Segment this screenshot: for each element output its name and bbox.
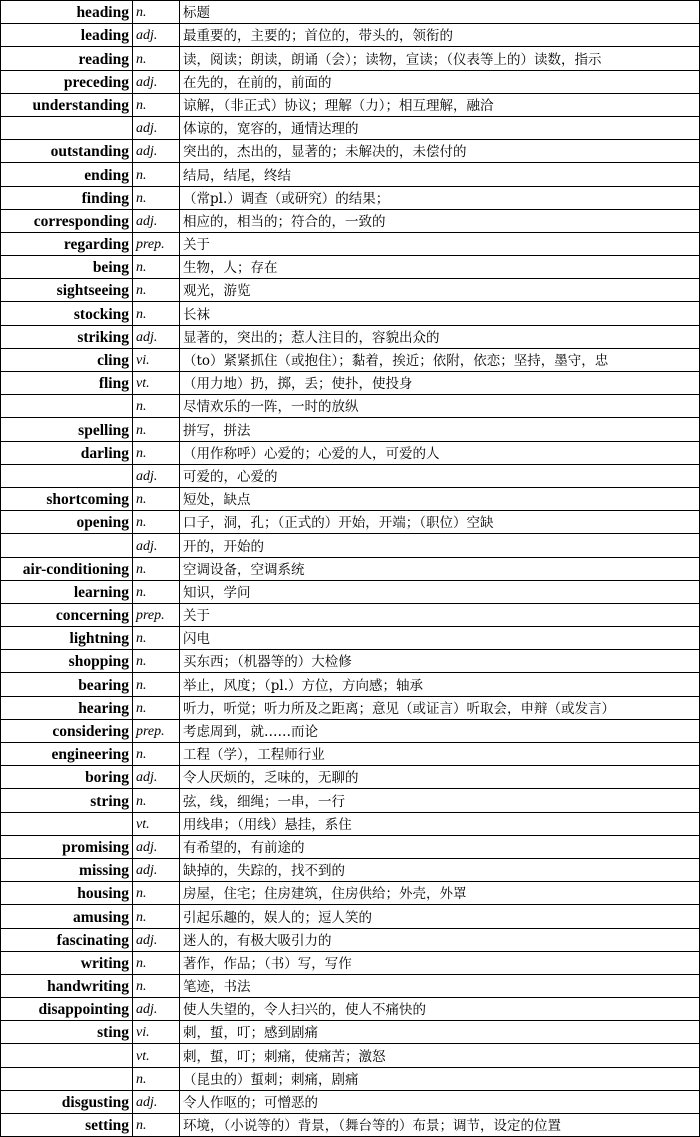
part-of-speech-cell: n. (133, 511, 180, 534)
table-row (1, 372, 700, 395)
definition-cell: 标题 (180, 1, 700, 24)
table-row (1, 395, 700, 418)
table-row (1, 279, 700, 302)
definition-cell: （常pl.）调查（或研究）的结果； (180, 186, 700, 209)
table-row (1, 603, 700, 626)
table-row (1, 812, 700, 835)
definition-cell: 口子，洞，孔；（正式的）开始，开端；（职位）空缺 (180, 511, 700, 534)
part-of-speech-cell: adj. (133, 464, 180, 487)
table-row (1, 1021, 700, 1044)
table-row (1, 1, 700, 24)
table-row (1, 557, 700, 580)
word-cell (1, 464, 133, 487)
table-row (1, 24, 700, 47)
definition-cell: 相应的，相当的；符合的，一致的 (180, 209, 700, 232)
table-row (1, 209, 700, 232)
word-cell (1, 812, 133, 835)
definition-cell: 观光，游览 (180, 279, 700, 302)
part-of-speech-cell: n. (133, 163, 180, 186)
table-row (1, 47, 700, 70)
part-of-speech-cell: n. (133, 1, 180, 24)
word-cell: sting (1, 1021, 133, 1044)
definition-cell: （用力地）扔，掷，丢；使扑，使投身 (180, 372, 700, 395)
definition-cell: 显著的，突出的；惹人注目的，容貌出众的 (180, 325, 700, 348)
definition-cell: 弦，线，细绳；一串，一行 (180, 789, 700, 812)
table-row (1, 348, 700, 371)
part-of-speech-cell: n. (133, 627, 180, 650)
part-of-speech-cell: n. (133, 882, 180, 905)
table-row (1, 1090, 700, 1113)
word-cell: amusing (1, 905, 133, 928)
definition-cell: 引起乐趣的，娱人的；逗人笑的 (180, 905, 700, 928)
part-of-speech-cell: adj. (133, 835, 180, 858)
definition-cell: 听力，听觉；听力所及之距离；意见（或证言）听取会，申辩（或发言） (180, 696, 700, 719)
word-cell: spelling (1, 418, 133, 441)
part-of-speech-cell: prep. (133, 232, 180, 255)
table-row (1, 418, 700, 441)
table-row (1, 186, 700, 209)
definition-cell: 开的，开始的 (180, 534, 700, 557)
definition-cell: 可爱的，心爱的 (180, 464, 700, 487)
word-cell: understanding (1, 93, 133, 116)
table-row (1, 696, 700, 719)
table-row (1, 511, 700, 534)
definition-cell: 生物，人；存在 (180, 256, 700, 279)
table-row (1, 1044, 700, 1067)
table-row (1, 882, 700, 905)
word-cell: lightning (1, 627, 133, 650)
definition-cell: 突出的，杰出的，显著的；未解决的，未偿付的 (180, 140, 700, 163)
table-row (1, 928, 700, 951)
word-cell: cling (1, 348, 133, 371)
part-of-speech-cell: n. (133, 557, 180, 580)
table-row (1, 789, 700, 812)
part-of-speech-cell: n. (133, 905, 180, 928)
part-of-speech-cell: n. (133, 673, 180, 696)
word-cell: heading (1, 1, 133, 24)
definition-cell: 结局，结尾，终结 (180, 163, 700, 186)
table-row (1, 974, 700, 997)
word-cell: housing (1, 882, 133, 905)
table-row (1, 998, 700, 1021)
part-of-speech-cell: n. (133, 743, 180, 766)
definition-cell: （用作称呼）心爱的；心爱的人，可爱的人 (180, 441, 700, 464)
table-row (1, 1067, 700, 1090)
word-cell: leading (1, 24, 133, 47)
part-of-speech-cell: adj. (133, 116, 180, 139)
word-cell: learning (1, 580, 133, 603)
definition-cell: 体谅的，宽容的，通情达理的 (180, 116, 700, 139)
definition-cell: 最重要的，主要的；首位的，带头的，领衔的 (180, 24, 700, 47)
word-cell: writing (1, 951, 133, 974)
part-of-speech-cell: n. (133, 93, 180, 116)
table-row (1, 719, 700, 742)
definition-cell: 令人作呕的；可憎恶的 (180, 1090, 700, 1113)
part-of-speech-cell: vi. (133, 348, 180, 371)
word-cell: ending (1, 163, 133, 186)
definition-cell: 刺，蜇，叮；感到剧痛 (180, 1021, 700, 1044)
word-cell: disgusting (1, 1090, 133, 1113)
definition-cell: 刺，蜇，叮；刺痛，使痛苦；激怒 (180, 1044, 700, 1067)
part-of-speech-cell: n. (133, 302, 180, 325)
definition-cell: 房屋，住宅；住房建筑，住房供给；外壳，外罩 (180, 882, 700, 905)
table-row (1, 951, 700, 974)
word-cell: string (1, 789, 133, 812)
word-cell: being (1, 256, 133, 279)
definition-cell: 知识，学问 (180, 580, 700, 603)
word-cell: outstanding (1, 140, 133, 163)
table-row (1, 302, 700, 325)
part-of-speech-cell: vt. (133, 1044, 180, 1067)
word-cell: reading (1, 47, 133, 70)
table-row (1, 70, 700, 93)
definition-cell: 闪电 (180, 627, 700, 650)
table-row (1, 534, 700, 557)
word-cell: engineering (1, 743, 133, 766)
table-row (1, 673, 700, 696)
word-cell: handwriting (1, 974, 133, 997)
word-cell: shortcoming (1, 487, 133, 510)
table-row (1, 1114, 700, 1137)
part-of-speech-cell: n. (133, 951, 180, 974)
word-cell: sightseeing (1, 279, 133, 302)
word-cell: striking (1, 325, 133, 348)
part-of-speech-cell: n. (133, 395, 180, 418)
word-cell: preceding (1, 70, 133, 93)
word-cell (1, 1067, 133, 1090)
definition-cell: （昆虫的）蜇刺；刺痛，剧痛 (180, 1067, 700, 1090)
word-cell: bearing (1, 673, 133, 696)
table-row (1, 835, 700, 858)
part-of-speech-cell: adj. (133, 24, 180, 47)
word-cell (1, 534, 133, 557)
definition-cell: 拼写，拼法 (180, 418, 700, 441)
table-row (1, 93, 700, 116)
word-cell: boring (1, 766, 133, 789)
word-cell: considering (1, 719, 133, 742)
definition-cell: 缺掉的，失踪的，找不到的 (180, 858, 700, 881)
part-of-speech-cell: n. (133, 256, 180, 279)
part-of-speech-cell: adj. (133, 928, 180, 951)
table-row (1, 116, 700, 139)
definition-cell: 读，阅读；朗读，朗诵（会）；读物，宣读；（仪表等上的）读数，指示 (180, 47, 700, 70)
table-row (1, 766, 700, 789)
table-row (1, 464, 700, 487)
part-of-speech-cell: adj. (133, 140, 180, 163)
word-cell: regarding (1, 232, 133, 255)
definition-cell: 买东西；（机器等的）大检修 (180, 650, 700, 673)
table-row (1, 256, 700, 279)
part-of-speech-cell: adj. (133, 325, 180, 348)
definition-cell: 笔迹，书法 (180, 974, 700, 997)
part-of-speech-cell: n. (133, 279, 180, 302)
definition-cell: 长袜 (180, 302, 700, 325)
part-of-speech-cell: vt. (133, 372, 180, 395)
table-row (1, 627, 700, 650)
word-cell: corresponding (1, 209, 133, 232)
part-of-speech-cell: n. (133, 441, 180, 464)
table-row (1, 325, 700, 348)
part-of-speech-cell: n. (133, 696, 180, 719)
definition-cell: 令人厌烦的，乏味的，无聊的 (180, 766, 700, 789)
table-row (1, 905, 700, 928)
word-cell: concerning (1, 603, 133, 626)
part-of-speech-cell: n. (133, 789, 180, 812)
word-cell: setting (1, 1114, 133, 1137)
word-cell (1, 1044, 133, 1067)
table-row (1, 441, 700, 464)
word-cell: opening (1, 511, 133, 534)
table-row (1, 580, 700, 603)
definition-cell: 著作，作品；（书）写，写作 (180, 951, 700, 974)
definition-cell: 举止，风度；（pl.）方位，方向感；轴承 (180, 673, 700, 696)
part-of-speech-cell: vi. (133, 1021, 180, 1044)
part-of-speech-cell: n. (133, 1067, 180, 1090)
part-of-speech-cell: vt. (133, 812, 180, 835)
part-of-speech-cell: n. (133, 418, 180, 441)
part-of-speech-cell: adj. (133, 209, 180, 232)
word-cell: fling (1, 372, 133, 395)
definition-cell: 空调设备，空调系统 (180, 557, 700, 580)
part-of-speech-cell: n. (133, 186, 180, 209)
definition-cell: 工程（学），工程师行业 (180, 743, 700, 766)
part-of-speech-cell: adj. (133, 858, 180, 881)
table-row (1, 163, 700, 186)
definition-cell: 环境，（小说等的）背景，（舞台等的）布景；调节，设定的位置 (180, 1114, 700, 1137)
word-cell: disappointing (1, 998, 133, 1021)
definition-cell: 使人失望的，令人扫兴的，使人不痛快的 (180, 998, 700, 1021)
word-cell (1, 395, 133, 418)
word-cell: stocking (1, 302, 133, 325)
table-row (1, 743, 700, 766)
word-cell: fascinating (1, 928, 133, 951)
definition-cell: 谅解，（非正式）协议；理解（力）；相互理解，融洽 (180, 93, 700, 116)
definition-cell: 尽情欢乐的一阵，一时的放纵 (180, 395, 700, 418)
part-of-speech-cell: n. (133, 974, 180, 997)
part-of-speech-cell: n. (133, 487, 180, 510)
part-of-speech-cell: adj. (133, 766, 180, 789)
definition-cell: 用线串；（用线）悬挂，系住 (180, 812, 700, 835)
part-of-speech-cell: n. (133, 650, 180, 673)
word-cell: hearing (1, 696, 133, 719)
definition-cell: （to）紧紧抓住（或抱住）；黏着，挨近；依附，依恋；坚持，墨守，忠 (180, 348, 700, 371)
part-of-speech-cell: n. (133, 47, 180, 70)
table-row (1, 140, 700, 163)
definition-cell: 考虑周到，就……而论 (180, 719, 700, 742)
word-cell: promising (1, 835, 133, 858)
word-cell: air-conditioning (1, 557, 133, 580)
part-of-speech-cell: adj. (133, 998, 180, 1021)
definition-cell: 关于 (180, 603, 700, 626)
part-of-speech-cell: adj. (133, 1090, 180, 1113)
part-of-speech-cell: n. (133, 1114, 180, 1137)
vocabulary-table-body (1, 1, 700, 1137)
word-cell: finding (1, 186, 133, 209)
part-of-speech-cell: prep. (133, 603, 180, 626)
word-cell: shopping (1, 650, 133, 673)
part-of-speech-cell: adj. (133, 534, 180, 557)
part-of-speech-cell: adj. (133, 70, 180, 93)
definition-cell: 在先的，在前的，前面的 (180, 70, 700, 93)
table-row (1, 858, 700, 881)
part-of-speech-cell: prep. (133, 719, 180, 742)
definition-cell: 迷人的，有极大吸引力的 (180, 928, 700, 951)
word-cell: darling (1, 441, 133, 464)
word-cell (1, 116, 133, 139)
definition-cell: 短处，缺点 (180, 487, 700, 510)
table-row (1, 232, 700, 255)
part-of-speech-cell: n. (133, 580, 180, 603)
table-row (1, 650, 700, 673)
definition-cell: 有希望的，有前途的 (180, 835, 700, 858)
word-cell: missing (1, 858, 133, 881)
definition-cell: 关于 (180, 232, 700, 255)
table-row (1, 487, 700, 510)
